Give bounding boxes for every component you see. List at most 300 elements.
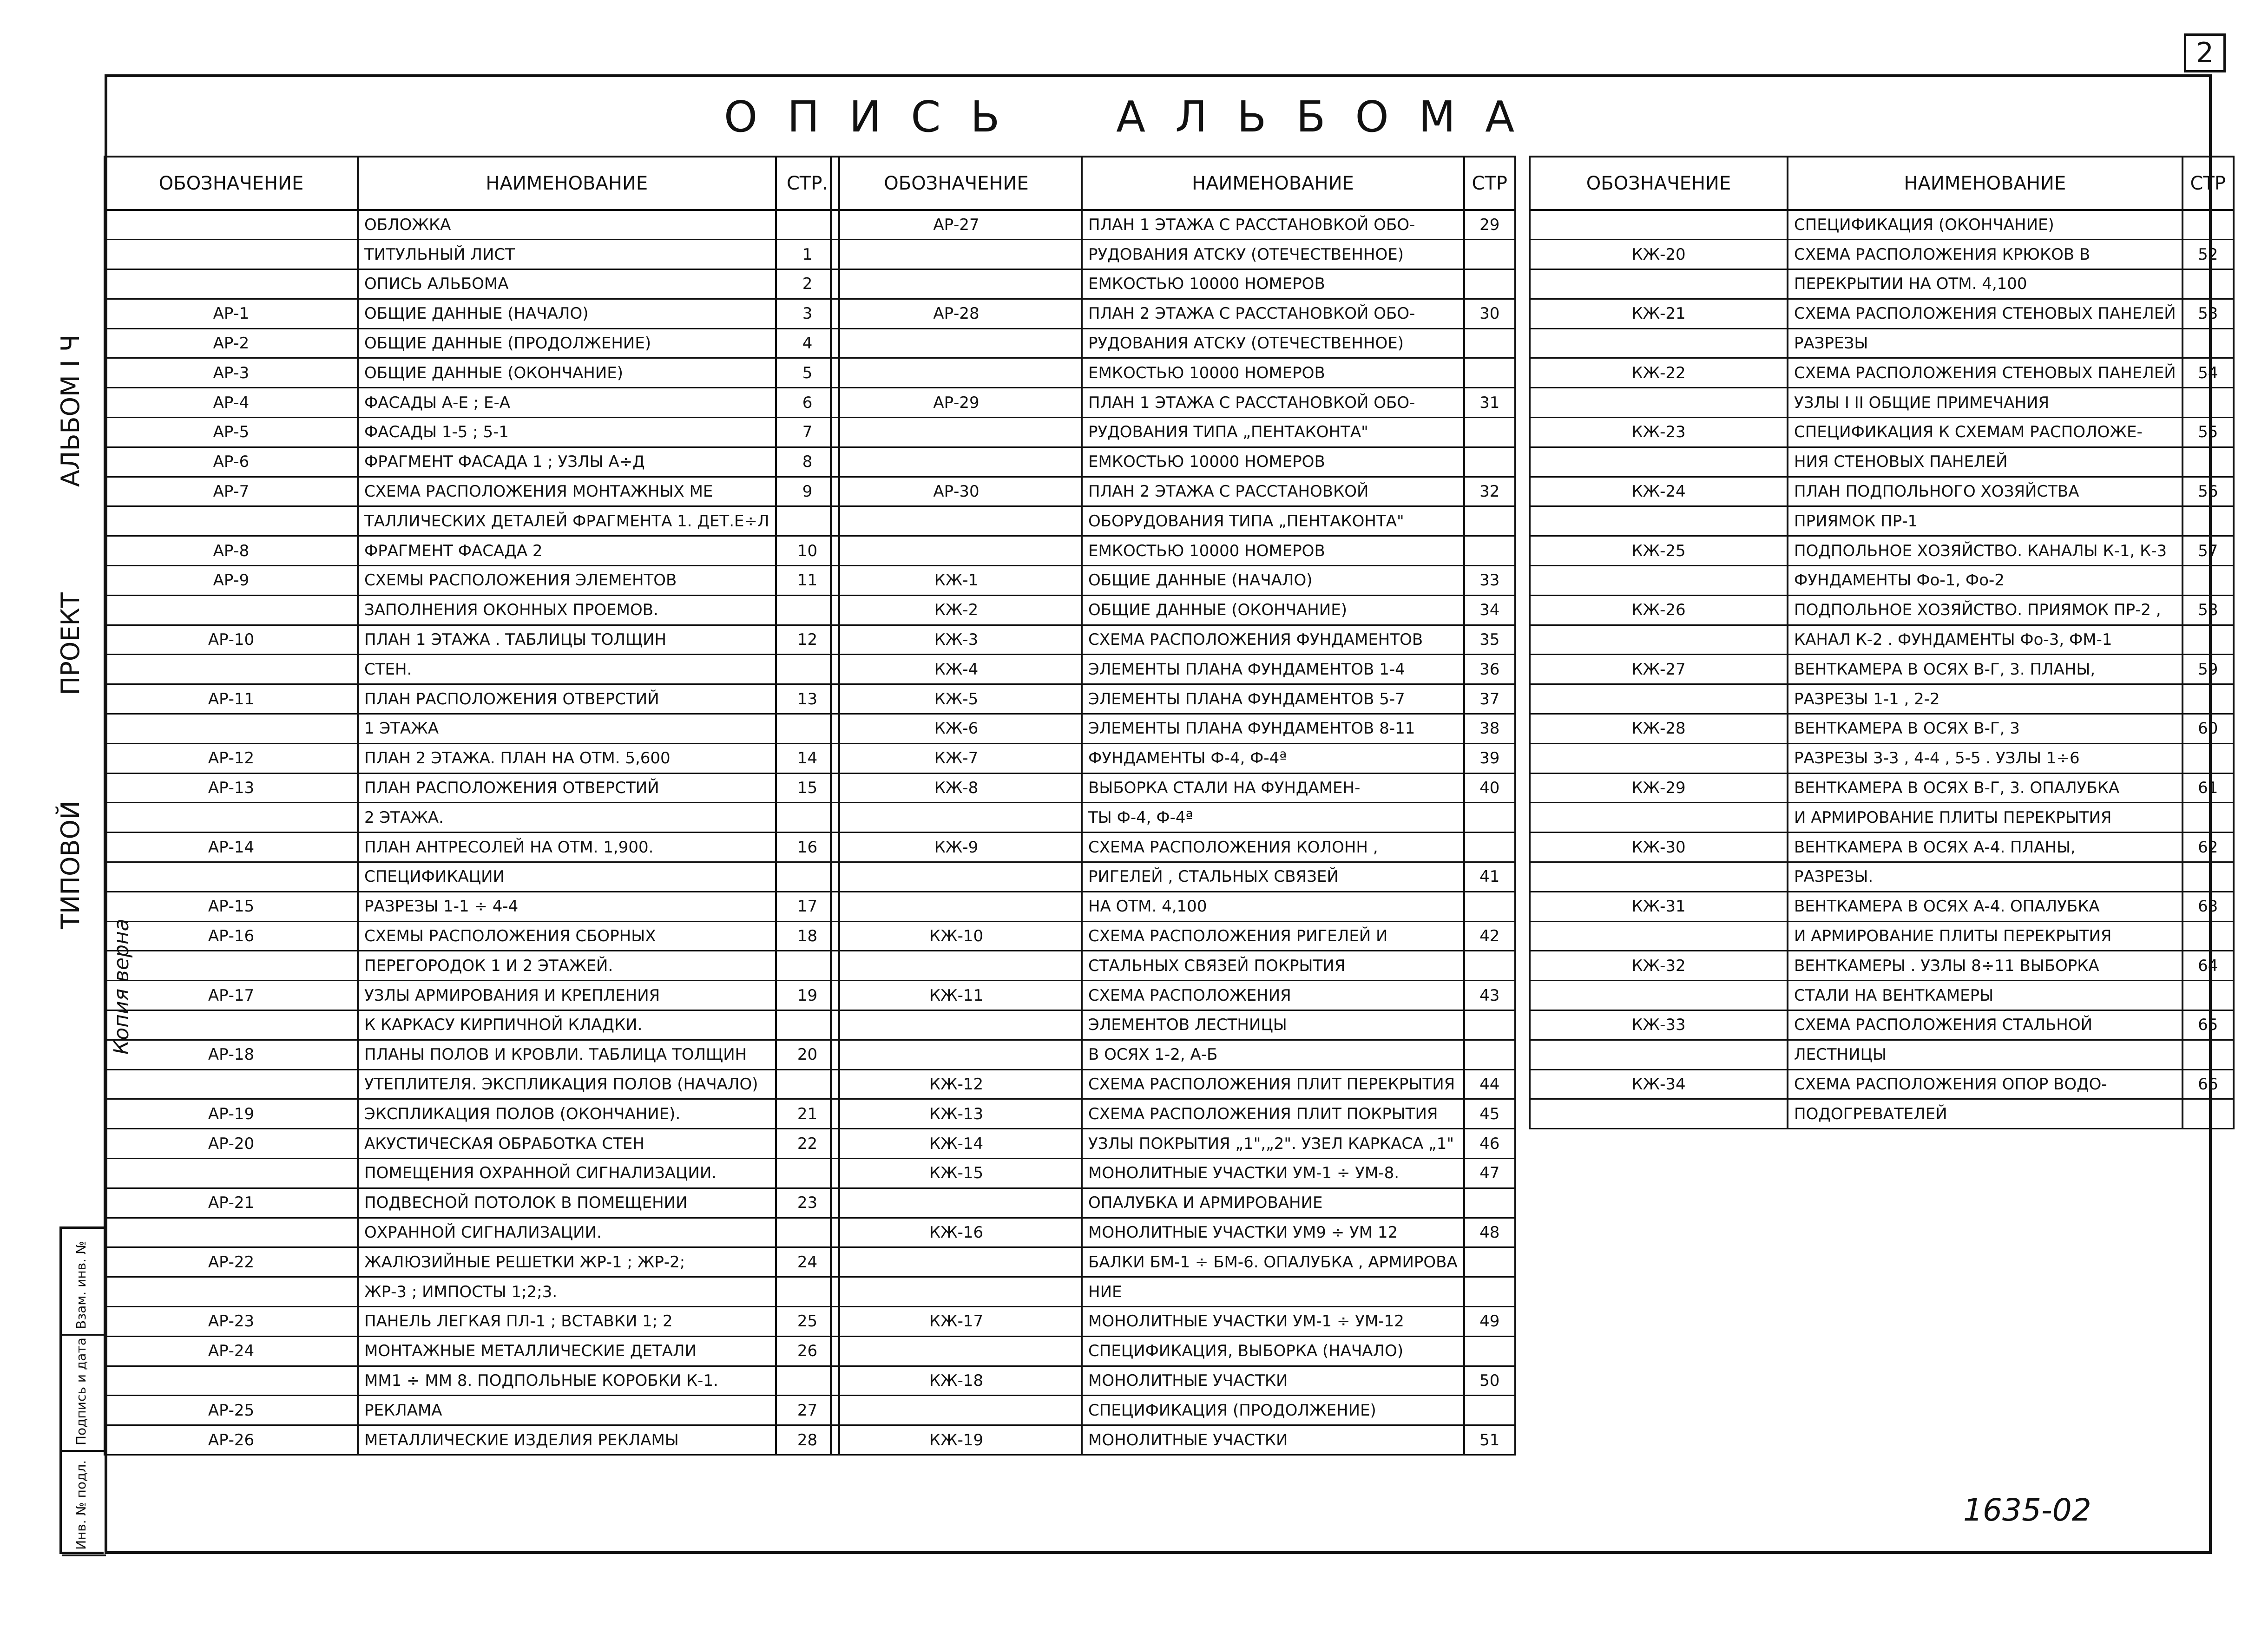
- page-cell: [2183, 210, 2234, 240]
- name-cell: СХЕМЫ РАСПОЛОЖЕНИЯ СБОРНЫХ: [358, 921, 776, 951]
- code-cell: КЖ-20: [1530, 240, 1788, 269]
- name-cell: 1 ЭТАЖА: [358, 714, 776, 744]
- name-cell: ПОДОГРЕВАТЕЛЕЙ: [1788, 1099, 2183, 1129]
- name-cell: ПЛАН 2 ЭТАЖА С РАССТАНОВКОЙ: [1082, 477, 1464, 506]
- side-labels: [56, 0, 85, 929]
- page-cell: 22: [776, 1129, 839, 1159]
- name-cell: СХЕМА РАСПОЛОЖЕНИЯ КОЛОНН ,: [1082, 833, 1464, 862]
- code-cell: [831, 447, 1082, 477]
- name-cell: ПЛАН 2 ЭТАЖА. ПЛАН НА ОТМ. 5,600: [358, 743, 776, 773]
- code-cell: КЖ-23: [1530, 418, 1788, 447]
- table-row: [831, 536, 1515, 566]
- table-row: [105, 1366, 839, 1396]
- table-row: [105, 1247, 839, 1277]
- page-cell: 32: [1464, 477, 1515, 506]
- code-cell: [105, 1010, 358, 1040]
- code-cell: [831, 1040, 1082, 1069]
- table-row: [831, 1188, 1515, 1218]
- table-row: [831, 566, 1515, 596]
- page-cell: 28: [776, 1425, 839, 1455]
- table-row: [105, 1425, 839, 1455]
- name-cell: ПОДПОЛЬНОЕ ХОЗЯЙСТВО. ПРИЯМОК ПР-2 ,: [1788, 595, 2183, 625]
- table-row: [105, 1129, 839, 1159]
- page-cell: [2183, 862, 2234, 892]
- name-cell: СХЕМА РАСПОЛОЖЕНИЯ МОНТАЖНЫХ МЕ: [358, 477, 776, 506]
- page-cell: [2183, 1099, 2234, 1129]
- name-cell: СПЕЦИФИКАЦИЯ (ОКОНЧАНИЕ): [1788, 210, 2183, 240]
- page-cell: 61: [2183, 773, 2234, 803]
- name-cell: НА ОТМ. 4,100: [1082, 892, 1464, 921]
- name-cell: ОПАЛУБКА И АРМИРОВАНИЕ: [1082, 1188, 1464, 1218]
- page-cell: 5: [776, 358, 839, 388]
- code-cell: КЖ-15: [831, 1159, 1082, 1188]
- name-cell: ВЫБОРКА СТАЛИ НА ФУНДАМЕН-: [1082, 773, 1464, 803]
- page-cell: [2183, 981, 2234, 1010]
- name-cell: И АРМИРОВАНИЕ ПЛИТЫ ПЕРЕКРЫТИЯ: [1788, 921, 2183, 951]
- page-cell: 62: [2183, 833, 2234, 862]
- page-cell: 60: [2183, 714, 2234, 744]
- page-cell: 39: [1464, 743, 1515, 773]
- page-number: 2: [2184, 33, 2226, 72]
- page-cell: 51: [1464, 1425, 1515, 1455]
- page-cell: 36: [1464, 655, 1515, 684]
- table-row: [105, 595, 839, 625]
- name-cell: ВЕНТКАМЕРА В ОСЯХ В-Г, 3: [1788, 714, 2183, 744]
- table-row: [1530, 892, 2234, 921]
- page-cell: 64: [2183, 951, 2234, 981]
- table-row: [831, 506, 1515, 536]
- table-row: [1530, 1069, 2234, 1099]
- name-cell: РУДОВАНИЯ ТИПА „ПЕНТАКОНТА": [1082, 418, 1464, 447]
- code-cell: АР-18: [105, 1040, 358, 1069]
- table-row: [1530, 595, 2234, 625]
- page-cell: 34: [1464, 595, 1515, 625]
- name-cell: 2 ЭТАЖА.: [358, 803, 776, 833]
- name-cell: ПЛАНЫ ПОЛОВ И КРОВЛИ. ТАБЛИЦА ТОЛЩИН: [358, 1040, 776, 1069]
- name-cell: ЭКСПЛИКАЦИЯ ПОЛОВ (ОКОНЧАНИЕ).: [358, 1099, 776, 1129]
- code-cell: КЖ-16: [831, 1218, 1082, 1247]
- name-cell: ЛЕСТНИЦЫ: [1788, 1040, 2183, 1069]
- code-cell: [105, 1277, 358, 1307]
- name-cell: В ОСЯХ 1-2, А-Б: [1082, 1040, 1464, 1069]
- name-cell: ФРАГМЕНТ ФАСАДА 1 ; УЗЛЫ А÷Д: [358, 447, 776, 477]
- approval-stamp: [59, 1226, 104, 1554]
- table-row: [1530, 684, 2234, 714]
- code-cell: [1530, 269, 1788, 299]
- page-cell: [1464, 1247, 1515, 1277]
- name-cell: СТАЛЬНЫХ СВЯЗЕЙ ПОКРЫТИЯ: [1082, 951, 1464, 981]
- name-cell: РАЗРЕЗЫ 3-3 , 4-4 , 5-5 . УЗЛЫ 1÷6: [1788, 743, 2183, 773]
- code-cell: АР-10: [105, 625, 358, 655]
- code-cell: АР-4: [105, 388, 358, 418]
- table-row: [105, 299, 839, 328]
- header-code: ОБОЗНАЧЕНИЕ: [831, 157, 1082, 210]
- table-row: [831, 1099, 1515, 1129]
- table-row: [105, 358, 839, 388]
- page-cell: 27: [776, 1396, 839, 1425]
- table-row: [105, 1218, 839, 1247]
- page-cell: 11: [776, 566, 839, 596]
- document-code: 1635-02: [1963, 1492, 2091, 1528]
- header-page: СТР: [1464, 157, 1515, 210]
- table-row: [105, 1306, 839, 1336]
- name-cell: ПЕРЕГОРОДОК 1 И 2 ЭТАЖЕЙ.: [358, 951, 776, 981]
- page-cell: [1464, 1277, 1515, 1307]
- code-cell: [831, 1010, 1082, 1040]
- stamp-field-replace: Взам. инв. №: [62, 1229, 106, 1336]
- page-cell: 38: [1464, 714, 1515, 744]
- name-cell: СПЕЦИФИКАЦИЯ (ПРОДОЛЖЕНИЕ): [1082, 1396, 1464, 1425]
- table-row: [1530, 477, 2234, 506]
- table-row: [105, 269, 839, 299]
- name-cell: ПЛАН АНТРЕСОЛЕЙ НА ОТМ. 1,900.: [358, 833, 776, 862]
- code-cell: [1530, 1040, 1788, 1069]
- code-cell: КЖ-1: [831, 566, 1082, 596]
- name-cell: СХЕМА РАСПОЛОЖЕНИЯ ФУНДАМЕНТОВ: [1082, 625, 1464, 655]
- table-row: [1530, 862, 2234, 892]
- page-cell: 18: [776, 921, 839, 951]
- page-cell: 14: [776, 743, 839, 773]
- page-cell: 54: [2183, 358, 2234, 388]
- name-cell: ПАНЕЛЬ ЛЕГКАЯ ПЛ-1 ; ВСТАВКИ 1; 2: [358, 1306, 776, 1336]
- name-cell: УТЕПЛИТЕЛЯ. ЭКСПЛИКАЦИЯ ПОЛОВ (НАЧАЛО): [358, 1069, 776, 1099]
- code-cell: АР-12: [105, 743, 358, 773]
- code-cell: [105, 595, 358, 625]
- code-cell: КЖ-25: [1530, 536, 1788, 566]
- name-cell: МОНТАЖНЫЕ МЕТАЛЛИЧЕСКИЕ ДЕТАЛИ: [358, 1336, 776, 1366]
- name-cell: ПЛАН РАСПОЛОЖЕНИЯ ОТВЕРСТИЙ: [358, 773, 776, 803]
- name-cell: ЕМКОСТЬЮ 10000 НОМЕРОВ: [1082, 358, 1464, 388]
- page-cell: [1464, 833, 1515, 862]
- page-cell: [2183, 625, 2234, 655]
- code-cell: КЖ-3: [831, 625, 1082, 655]
- name-cell: МЕТАЛЛИЧЕСКИЕ ИЗДЕЛИЯ РЕКЛАМЫ: [358, 1425, 776, 1455]
- table-row: [1530, 566, 2234, 596]
- name-cell: РУДОВАНИЯ АТСКУ (ОТЕЧЕСТВЕННОЕ): [1082, 240, 1464, 269]
- name-cell: МОНОЛИТНЫЕ УЧАСТКИ: [1082, 1425, 1464, 1455]
- table-row: [105, 684, 839, 714]
- table-row: [1530, 833, 2234, 862]
- page-cell: 55: [2183, 418, 2234, 447]
- name-cell: СПЕЦИФИКАЦИЯ К СХЕМАМ РАСПОЛОЖЕ-: [1788, 418, 2183, 447]
- code-cell: АР-20: [105, 1129, 358, 1159]
- table-row: [105, 210, 839, 240]
- page-cell: [2183, 388, 2234, 418]
- code-cell: [831, 862, 1082, 892]
- code-cell: [831, 358, 1082, 388]
- table-row: [831, 1336, 1515, 1366]
- table-row: [105, 714, 839, 744]
- page-cell: 66: [2183, 1069, 2234, 1099]
- code-cell: КЖ-8: [831, 773, 1082, 803]
- table-row: [105, 892, 839, 921]
- code-cell: [831, 536, 1082, 566]
- code-cell: КЖ-10: [831, 921, 1082, 951]
- page-cell: 45: [1464, 1099, 1515, 1129]
- table-row: [105, 951, 839, 981]
- page-cell: 63: [2183, 892, 2234, 921]
- code-cell: [831, 1396, 1082, 1425]
- page-cell: 24: [776, 1247, 839, 1277]
- name-cell: УЗЛЫ ПОКРЫТИЯ „1",„2". УЗЕЛ КАРКАСА „1": [1082, 1129, 1464, 1159]
- code-cell: АР-9: [105, 566, 358, 596]
- name-cell: ЭЛЕМЕНТОВ ЛЕСТНИЦЫ: [1082, 1010, 1464, 1040]
- copy-verified-note: Копия верна: [110, 918, 133, 1055]
- table-row: [831, 1069, 1515, 1099]
- page-cell: 31: [1464, 388, 1515, 418]
- code-cell: [831, 1277, 1082, 1307]
- page-cell: 29: [1464, 210, 1515, 240]
- code-cell: КЖ-29: [1530, 773, 1788, 803]
- code-cell: АР-28: [831, 299, 1082, 328]
- code-cell: КЖ-28: [1530, 714, 1788, 744]
- name-cell: ПЛАН 1 ЭТАЖА С РАССТАНОВКОЙ ОБО-: [1082, 210, 1464, 240]
- page-cell: 1: [776, 240, 839, 269]
- code-cell: [105, 1366, 358, 1396]
- table-row: [1530, 714, 2234, 744]
- table-row: [831, 1010, 1515, 1040]
- name-cell: ВЕНТКАМЕРА В ОСЯХ В-Г, 3. ПЛАНЫ,: [1788, 655, 2183, 684]
- code-cell: АР-27: [831, 210, 1082, 240]
- page-cell: 46: [1464, 1129, 1515, 1159]
- code-cell: [105, 803, 358, 833]
- table-row: [1530, 655, 2234, 684]
- name-cell: СТАЛИ НА ВЕНТКАМЕРЫ: [1788, 981, 2183, 1010]
- name-cell: ВЕНТКАМЕРА В ОСЯХ В-Г, 3. ОПАЛУБКА: [1788, 773, 2183, 803]
- table-row: [105, 1159, 839, 1188]
- page-cell: [2183, 921, 2234, 951]
- page-cell: 4: [776, 328, 839, 358]
- table-row: [105, 328, 839, 358]
- name-cell: УЗЛЫ АРМИРОВАНИЯ И КРЕПЛЕНИЯ: [358, 981, 776, 1010]
- page-cell: [1464, 536, 1515, 566]
- name-cell: ФАСАДЫ 1-5 ; 5-1: [358, 418, 776, 447]
- table-row: [831, 921, 1515, 951]
- name-cell: ОБЩИЕ ДАННЫЕ (ОКОНЧАНИЕ): [358, 358, 776, 388]
- page-cell: 59: [2183, 655, 2234, 684]
- code-cell: [831, 892, 1082, 921]
- code-cell: [105, 1218, 358, 1247]
- name-cell: ОБЩИЕ ДАННЫЕ (ОКОНЧАНИЕ): [1082, 595, 1464, 625]
- code-cell: [105, 1069, 358, 1099]
- code-cell: [831, 269, 1082, 299]
- table-row: [105, 743, 839, 773]
- name-cell: СХЕМА РАСПОЛОЖЕНИЯ ПЛИТ ПЕРЕКРЫТИЯ: [1082, 1069, 1464, 1099]
- page-cell: 17: [776, 892, 839, 921]
- name-cell: ПЛАН 1 ЭТАЖА С РАССТАНОВКОЙ ОБО-: [1082, 388, 1464, 418]
- page-cell: 10: [776, 536, 839, 566]
- page-cell: [1464, 1336, 1515, 1366]
- page-cell: 48: [1464, 1218, 1515, 1247]
- page-cell: 6: [776, 388, 839, 418]
- code-cell: АР-6: [105, 447, 358, 477]
- name-cell: ФУНДАМЕНТЫ Фо-1, Фо-2: [1788, 566, 2183, 596]
- page-cell: [2183, 1040, 2234, 1069]
- name-cell: ЕМКОСТЬЮ 10000 НОМЕРОВ: [1082, 447, 1464, 477]
- page-cell: [1464, 951, 1515, 981]
- name-cell: РЕКЛАМА: [358, 1396, 776, 1425]
- page-cell: 26: [776, 1336, 839, 1366]
- page-cell: [1464, 269, 1515, 299]
- table-row: [831, 773, 1515, 803]
- page-cell: 8: [776, 447, 839, 477]
- table-row: [831, 1218, 1515, 1247]
- name-cell: ОПИСЬ АЛЬБОМА: [358, 269, 776, 299]
- name-cell: РАЗРЕЗЫ: [1788, 328, 2183, 358]
- table-row: [1530, 447, 2234, 477]
- name-cell: МОНОЛИТНЫЕ УЧАСТКИ: [1082, 1366, 1464, 1396]
- code-cell: КЖ-24: [1530, 477, 1788, 506]
- table-row: [1530, 328, 2234, 358]
- code-cell: [1530, 803, 1788, 833]
- page-cell: 44: [1464, 1069, 1515, 1099]
- page-cell: 2: [776, 269, 839, 299]
- header-code: ОБОЗНАЧЕНИЕ: [105, 157, 358, 210]
- table-row: [831, 299, 1515, 328]
- page-cell: 40: [1464, 773, 1515, 803]
- name-cell: ВЕНТКАМЕРЫ . УЗЛЫ 8÷11 ВЫБОРКА: [1788, 951, 2183, 981]
- page-cell: [1464, 358, 1515, 388]
- table-row: [831, 625, 1515, 655]
- name-cell: РАЗРЕЗЫ 1-1 ÷ 4-4: [358, 892, 776, 921]
- name-cell: СХЕМЫ РАСПОЛОЖЕНИЯ ЭЛЕМЕНТОВ: [358, 566, 776, 596]
- table-row: [105, 240, 839, 269]
- header-name: НАИМЕНОВАНИЕ: [358, 157, 776, 210]
- name-cell: ПОМЕЩЕНИЯ ОХРАННОЙ СИГНАЛИЗАЦИИ.: [358, 1159, 776, 1188]
- code-cell: [105, 1159, 358, 1188]
- name-cell: СПЕЦИФИКАЦИЯ, ВЫБОРКА (НАЧАЛО): [1082, 1336, 1464, 1366]
- name-cell: ВЕНТКАМЕРА В ОСЯХ А-4. ПЛАНЫ,: [1788, 833, 2183, 862]
- name-cell: СХЕМА РАСПОЛОЖЕНИЯ РИГЕЛЕЙ И: [1082, 921, 1464, 951]
- table-row: [105, 1040, 839, 1069]
- code-cell: [831, 240, 1082, 269]
- page-cell: 47: [1464, 1159, 1515, 1188]
- code-cell: АР-24: [105, 1336, 358, 1366]
- table-row: [1530, 210, 2234, 240]
- table-row: [831, 1366, 1515, 1396]
- table-row: [831, 803, 1515, 833]
- table-row: [831, 892, 1515, 921]
- table-row: [831, 418, 1515, 447]
- code-cell: АР-3: [105, 358, 358, 388]
- page-cell: 25: [776, 1306, 839, 1336]
- name-cell: СХЕМА РАСПОЛОЖЕНИЯ СТАЛЬНОЙ: [1788, 1010, 2183, 1040]
- name-cell: ЖР-3 ; ИМПОСТЫ 1;2;3.: [358, 1277, 776, 1307]
- table-row: [1530, 299, 2234, 328]
- code-cell: КЖ-11: [831, 981, 1082, 1010]
- name-cell: НИЕ: [1082, 1277, 1464, 1307]
- page-cell: 9: [776, 477, 839, 506]
- page-cell: [2183, 506, 2234, 536]
- page-cell: [1464, 418, 1515, 447]
- name-cell: ОБЩИЕ ДАННЫЕ (ПРОДОЛЖЕНИЕ): [358, 328, 776, 358]
- contents-table-2: [830, 156, 1516, 1456]
- table-row: [831, 1129, 1515, 1159]
- code-cell: [1530, 981, 1788, 1010]
- name-cell: ЭЛЕМЕНТЫ ПЛАНА ФУНДАМЕНТОВ 1-4: [1082, 655, 1464, 684]
- table-row: [105, 388, 839, 418]
- name-cell: УЗЛЫ I II ОБЩИЕ ПРИМЕЧАНИЯ: [1788, 388, 2183, 418]
- name-cell: ПОДПОЛЬНОЕ ХОЗЯЙСТВО. КАНАЛЫ К-1, К-3: [1788, 536, 2183, 566]
- code-cell: [105, 714, 358, 744]
- name-cell: АКУСТИЧЕСКАЯ ОБРАБОТКА СТЕН: [358, 1129, 776, 1159]
- page-cell: 52: [2183, 240, 2234, 269]
- page-cell: 7: [776, 418, 839, 447]
- table-row: [105, 1336, 839, 1366]
- page-cell: 12: [776, 625, 839, 655]
- code-cell: АР-11: [105, 684, 358, 714]
- code-cell: АР-26: [105, 1425, 358, 1455]
- code-cell: АР-5: [105, 418, 358, 447]
- page-cell: [1464, 240, 1515, 269]
- page-cell: 56: [2183, 477, 2234, 506]
- page-cell: 43: [1464, 981, 1515, 1010]
- code-cell: [831, 951, 1082, 981]
- table-row: [831, 1247, 1515, 1277]
- table-row: [1530, 418, 2234, 447]
- table-row: [831, 1306, 1515, 1336]
- name-cell: МОНОЛИТНЫЕ УЧАСТКИ УМ-1 ÷ УМ-8.: [1082, 1159, 1464, 1188]
- table-row: [105, 536, 839, 566]
- page-cell: [2183, 328, 2234, 358]
- table-row: [1530, 1010, 2234, 1040]
- code-cell: КЖ-30: [1530, 833, 1788, 862]
- table-row: [831, 210, 1515, 240]
- header-name: НАИМЕНОВАНИЕ: [1082, 157, 1464, 210]
- table-row: [1530, 773, 2234, 803]
- name-cell: ПЛАН ПОДПОЛЬНОГО ХОЗЯЙСТВА: [1788, 477, 2183, 506]
- table-row: [1530, 921, 2234, 951]
- name-cell: ТЫ Ф-4, Ф-4ª: [1082, 803, 1464, 833]
- page-cell: 58: [2183, 595, 2234, 625]
- table-row: [105, 1069, 839, 1099]
- table-row: [831, 833, 1515, 862]
- code-cell: [1530, 1099, 1788, 1129]
- name-cell: СТЕН.: [358, 655, 776, 684]
- name-cell: ФАСАДЫ А-Е ; Е-А: [358, 388, 776, 418]
- code-cell: КЖ-27: [1530, 655, 1788, 684]
- code-cell: КЖ-17: [831, 1306, 1082, 1336]
- code-cell: [105, 269, 358, 299]
- table-row: [831, 655, 1515, 684]
- code-cell: [105, 506, 358, 536]
- code-cell: КЖ-32: [1530, 951, 1788, 981]
- code-cell: АР-2: [105, 328, 358, 358]
- table-row: [105, 1188, 839, 1218]
- page-cell: [1464, 506, 1515, 536]
- code-cell: КЖ-18: [831, 1366, 1082, 1396]
- table-row: [1530, 240, 2234, 269]
- code-cell: [105, 862, 358, 892]
- contents-table-3: [1529, 156, 2235, 1129]
- name-cell: ЭЛЕМЕНТЫ ПЛАНА ФУНДАМЕНТОВ 5-7: [1082, 684, 1464, 714]
- code-cell: [831, 1247, 1082, 1277]
- code-cell: КЖ-4: [831, 655, 1082, 684]
- page-cell: 15: [776, 773, 839, 803]
- name-cell: ТАЛЛИЧЕСКИХ ДЕТАЛЕЙ ФРАГМЕНТА 1. ДЕТ.Е÷Л: [358, 506, 776, 536]
- table-row: [831, 1396, 1515, 1425]
- table-row: [1530, 536, 2234, 566]
- table-row: [831, 595, 1515, 625]
- side-label-project: ПРОЕКТ: [56, 592, 85, 695]
- code-cell: АР-16: [105, 921, 358, 951]
- code-cell: [1530, 447, 1788, 477]
- name-cell: СХЕМА РАСПОЛОЖЕНИЯ СТЕНОВЫХ ПАНЕЛЕЙ: [1788, 358, 2183, 388]
- code-cell: [1530, 743, 1788, 773]
- code-cell: КЖ-7: [831, 743, 1082, 773]
- page-cell: 49: [1464, 1306, 1515, 1336]
- name-cell: РИГЕЛЕЙ , СТАЛЬНЫХ СВЯЗЕЙ: [1082, 862, 1464, 892]
